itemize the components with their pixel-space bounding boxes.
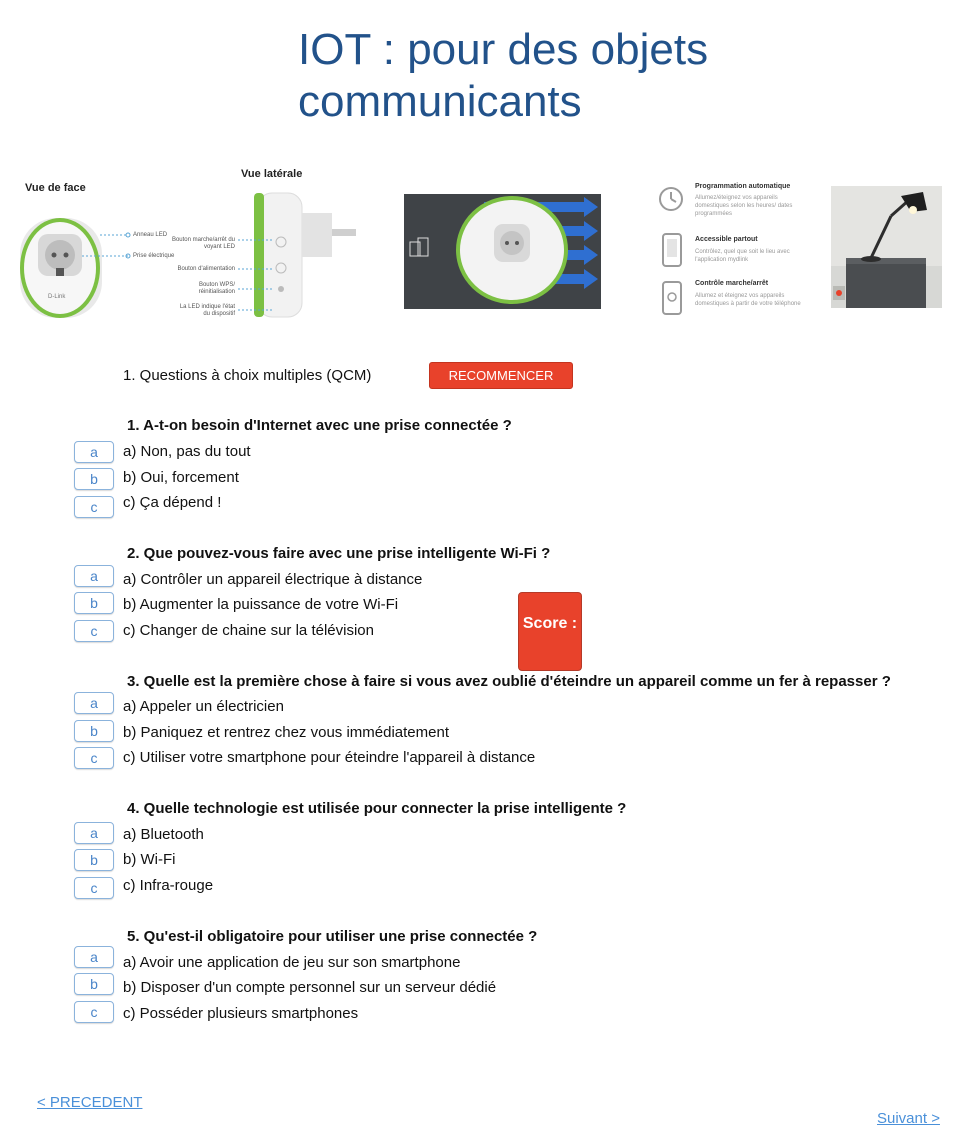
q3-answer-b: b) Paniquez et rentrez chez vous immédiatement bbox=[123, 724, 449, 741]
feature-3-title: Contrôle marche/arrêt bbox=[695, 280, 769, 287]
q3-choice-b-button[interactable]: b bbox=[74, 720, 114, 742]
q3-answer-c: c) Utiliser votre smartphone pour éteindre l'appareil à distance bbox=[123, 749, 536, 766]
score-box bbox=[518, 592, 582, 671]
lamp-photo bbox=[831, 186, 942, 308]
q1-answer-c: c) Ça dépend ! bbox=[123, 494, 222, 511]
feature-2-title: Accessible partout bbox=[695, 236, 758, 243]
q5-choice-c-button[interactable]: c bbox=[74, 1001, 114, 1023]
q2-choice-a-button[interactable]: a bbox=[74, 565, 114, 587]
page-title-line1: IOT : pour des objets bbox=[298, 25, 709, 74]
q5-choice-b-button[interactable]: b bbox=[74, 973, 114, 995]
qcm-label: 1. Questions à choix multiples (QCM) bbox=[123, 367, 372, 384]
q4-choice-c-button[interactable]: c bbox=[74, 877, 114, 899]
phone-power-icon bbox=[660, 280, 686, 316]
page-title-line2: communicants bbox=[298, 77, 582, 126]
q1-choice-c-button[interactable]: c bbox=[74, 496, 114, 518]
q5-choice-a-button[interactable]: a bbox=[74, 946, 114, 968]
callout-led-ring: Anneau LED bbox=[133, 232, 168, 238]
q3-choice-c-button[interactable]: c bbox=[74, 747, 114, 769]
clock-icon bbox=[658, 186, 684, 212]
feature-2-desc: Contrôlez, quel que soit le lieu avec l'application mydlink bbox=[695, 249, 790, 263]
plug-arrows-image bbox=[404, 194, 601, 309]
q3-choice-a-button[interactable]: a bbox=[74, 692, 114, 714]
lamp-image bbox=[831, 186, 942, 308]
smartphone-icon bbox=[660, 232, 686, 268]
q1-answer-a: a) Non, pas du tout bbox=[123, 443, 251, 460]
side-view-illustration bbox=[170, 165, 365, 325]
q2-answer-a: a) Contrôler un appareil électrique à distance bbox=[123, 571, 423, 588]
next-link[interactable]: Suivant > bbox=[877, 1110, 940, 1127]
restart-button[interactable]: RECOMMENCER bbox=[429, 362, 573, 389]
callout-led-status: La LED indique l'état du dispositif bbox=[179, 304, 235, 317]
page-title bbox=[298, 24, 858, 128]
score-label: Score : bbox=[522, 615, 578, 632]
q1-choice-b-button[interactable]: b bbox=[74, 468, 114, 490]
q4-choice-a-button[interactable]: a bbox=[74, 822, 114, 844]
feature-3-desc: Allumez et éteignez vos appareils domestiques à partir de votre téléphone bbox=[695, 293, 801, 307]
q4-choice-b-button[interactable]: b bbox=[74, 849, 114, 871]
q2-answer-b: b) Augmenter la puissance de votre Wi-Fi bbox=[123, 596, 399, 613]
callout-wps-button: Bouton WPS/ réinitialisation bbox=[198, 282, 235, 295]
feature-1-desc: Allumez/éteignez vos appareils domestiques selon les heures/ dates programmées bbox=[695, 195, 793, 217]
q4-answer-b: b) Wi-Fi bbox=[123, 851, 176, 868]
q2-choice-c-button[interactable]: c bbox=[74, 620, 114, 642]
callout-outlet: Prise électrique bbox=[133, 253, 175, 259]
q5-answer-a: a) Avoir une application de jeu sur son smartphone bbox=[123, 954, 461, 971]
q5-answer-c: c) Posséder plusieurs smartphones bbox=[123, 1005, 359, 1022]
features-list bbox=[655, 180, 805, 325]
callout-led-button: Bouton marche/arrêt du voyant LED bbox=[171, 237, 235, 250]
side-view-label: Vue latérale bbox=[241, 168, 303, 180]
question-2: 2. Que pouvez-vous faire avec une prise intelligente Wi-Fi ? bbox=[127, 545, 551, 562]
q2-answer-c: c) Changer de chaine sur la télévision bbox=[123, 622, 374, 639]
question-4: 4. Quelle technologie est utilisée pour connecter la prise intelligente ? bbox=[127, 800, 627, 817]
callout-power-button: Bouton d'alimentation bbox=[177, 266, 235, 272]
plug-control-illustration bbox=[404, 194, 601, 309]
q1-choice-a-button[interactable]: a bbox=[74, 441, 114, 463]
q4-answer-a: a) Bluetooth bbox=[123, 826, 204, 843]
q2-choice-b-button[interactable]: b bbox=[74, 592, 114, 614]
question-1: 1. A-t-on besoin d'Internet avec une prise connectée ? bbox=[127, 417, 512, 434]
question-3: 3. Quelle est la première chose à faire si vous avez oublié d'éteindre un appareil comme un fer à repasser ? bbox=[127, 673, 891, 690]
question-5: 5. Qu'est-il obligatoire pour utiliser une prise connectée ? bbox=[127, 928, 538, 945]
q3-answer-a: a) Appeler un électricien bbox=[123, 698, 284, 715]
feature-1-title: Programmation automatique bbox=[695, 183, 791, 190]
q1-answer-b: b) Oui, forcement bbox=[123, 469, 239, 486]
q4-answer-c: c) Infra-rouge bbox=[123, 877, 214, 894]
previous-link[interactable]: < PRECEDENT bbox=[37, 1094, 143, 1111]
front-view-label: Vue de face bbox=[25, 182, 86, 194]
q5-answer-b: b) Disposer d'un compte personnel sur un serveur dédié bbox=[123, 979, 497, 996]
front-brand: D-Link bbox=[48, 294, 66, 300]
